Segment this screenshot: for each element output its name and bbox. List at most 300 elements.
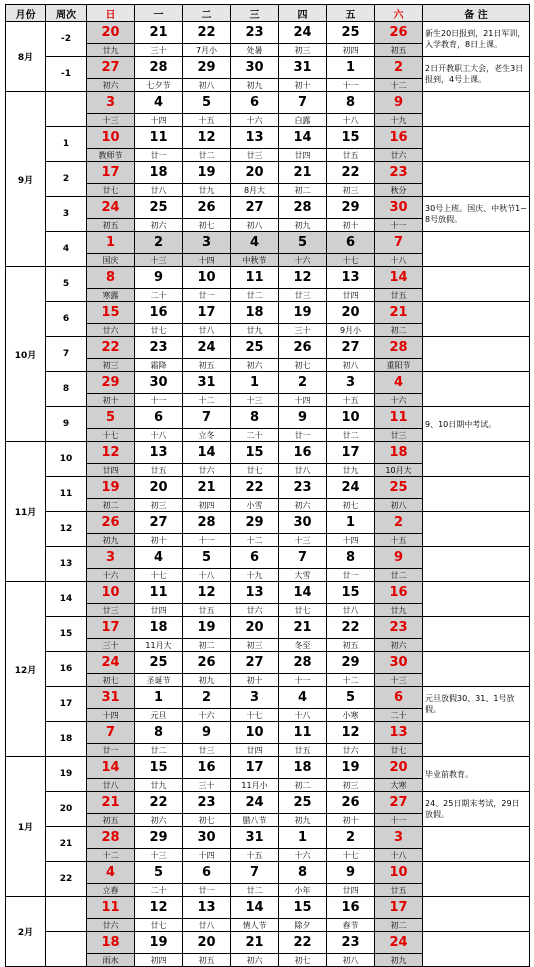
day-number: 11 — [87, 897, 135, 919]
lunar-date: 三十 — [87, 639, 135, 652]
lunar-date: 初八 — [375, 499, 423, 512]
week-row — [6, 407, 530, 429]
day-number: 29 — [327, 197, 375, 219]
week-number: 16 — [46, 652, 87, 687]
day-number: 23 — [231, 22, 279, 44]
day-number: 6 — [231, 547, 279, 569]
lunar-date: 廿八 — [279, 464, 327, 477]
week-number: 22 — [46, 862, 87, 897]
lunar-date: 十九 — [375, 114, 423, 127]
lunar-date: 初七 — [183, 814, 231, 827]
lunar-date: 廿五 — [135, 464, 183, 477]
lunar-date: 三十 — [279, 324, 327, 337]
day-number: 18 — [135, 617, 183, 639]
week-number: 3 — [46, 197, 87, 232]
week-row — [6, 792, 530, 814]
day-number: 29 — [231, 512, 279, 534]
day-number: 15 — [231, 442, 279, 464]
school-calendar — [5, 4, 529, 967]
lunar-date: 雨水 — [87, 954, 135, 967]
lunar-date: 廿三 — [279, 289, 327, 302]
lunar-date: 十一 — [375, 814, 423, 827]
header-notes: 备 注 — [423, 5, 530, 22]
week-row — [6, 932, 530, 954]
lunar-date: 廿八 — [183, 919, 231, 932]
day-number: 19 — [183, 162, 231, 184]
day-number: 19 — [327, 757, 375, 779]
day-number: 11 — [135, 582, 183, 604]
day-number: 14 — [87, 757, 135, 779]
day-number: 4 — [135, 547, 183, 569]
lunar-date: 初六 — [279, 499, 327, 512]
day-number: 13 — [135, 442, 183, 464]
lunar-date: 初六 — [375, 639, 423, 652]
day-number: 11 — [375, 407, 423, 429]
day-number: 8 — [135, 722, 183, 744]
day-number: 31 — [279, 57, 327, 79]
day-number: 6 — [135, 407, 183, 429]
lunar-date: 十四 — [183, 254, 231, 267]
day-number: 10 — [183, 267, 231, 289]
lunar-date: 廿二 — [231, 289, 279, 302]
day-number: 29 — [87, 372, 135, 394]
lunar-date: 7月小 — [183, 44, 231, 57]
note-cell — [423, 162, 530, 197]
day-number: 9 — [327, 862, 375, 884]
note-cell: 24、25日期末考试，29日放假。 — [423, 792, 530, 827]
lunar-date: 廿一 — [183, 289, 231, 302]
day-number: 15 — [279, 897, 327, 919]
day-number: 20 — [135, 477, 183, 499]
lunar-date: 情人节 — [231, 919, 279, 932]
day-number: 2 — [375, 57, 423, 79]
lunar-date: 十三 — [279, 534, 327, 547]
day-number: 8 — [87, 267, 135, 289]
lunar-date: 11月大 — [135, 639, 183, 652]
week-row — [6, 442, 530, 464]
day-number: 21 — [279, 617, 327, 639]
day-number: 20 — [375, 757, 423, 779]
lunar-date: 初九 — [279, 814, 327, 827]
day-number: 25 — [231, 337, 279, 359]
day-number: 25 — [279, 792, 327, 814]
lunar-date: 廿九 — [87, 44, 135, 57]
lunar-date: 大寒 — [375, 779, 423, 792]
lunar-date: 十五 — [327, 394, 375, 407]
note-cell: 毕业前教育。 — [423, 757, 530, 792]
lunar-date: 廿九 — [375, 604, 423, 617]
lunar-date: 初三 — [135, 499, 183, 512]
day-number: 6 — [183, 862, 231, 884]
day-number: 21 — [279, 162, 327, 184]
day-number: 1 — [135, 687, 183, 709]
lunar-date: 廿三 — [231, 149, 279, 162]
week-row — [6, 302, 530, 324]
lunar-date: 二十 — [375, 709, 423, 722]
lunar-date: 初八 — [183, 79, 231, 92]
week-row — [6, 477, 530, 499]
day-number: 31 — [87, 687, 135, 709]
lunar-date: 十六 — [375, 394, 423, 407]
lunar-date: 初五 — [87, 219, 135, 232]
day-number: 18 — [375, 442, 423, 464]
lunar-date: 初四 — [183, 499, 231, 512]
header-fri: 五 — [327, 5, 375, 22]
day-number: 3 — [231, 687, 279, 709]
lunar-date: 教师节 — [87, 149, 135, 162]
day-number: 4 — [231, 232, 279, 254]
lunar-date: 初十 — [135, 534, 183, 547]
day-number: 27 — [87, 57, 135, 79]
note-cell — [423, 232, 530, 267]
day-number: 27 — [135, 512, 183, 534]
week-number: 9 — [46, 407, 87, 442]
day-number: 30 — [375, 652, 423, 674]
week-number: 2 — [46, 162, 87, 197]
day-number: 23 — [327, 932, 375, 954]
day-number: 25 — [135, 652, 183, 674]
lunar-date: 初九 — [87, 534, 135, 547]
day-number: 12 — [135, 897, 183, 919]
lunar-date: 廿四 — [231, 744, 279, 757]
week-number: 6 — [46, 302, 87, 337]
day-number: 22 — [87, 337, 135, 359]
lunar-date: 廿六 — [327, 744, 375, 757]
day-number: 18 — [231, 302, 279, 324]
lunar-date: 初六 — [87, 79, 135, 92]
lunar-date: 初八 — [327, 954, 375, 967]
note-cell — [423, 267, 530, 302]
note-cell — [423, 582, 530, 617]
lunar-date: 初七 — [279, 359, 327, 372]
day-number: 1 — [327, 512, 375, 534]
day-number: 13 — [231, 127, 279, 149]
week-row — [6, 897, 530, 919]
day-number: 24 — [87, 652, 135, 674]
lunar-date: 十三 — [135, 849, 183, 862]
note-cell — [423, 932, 530, 967]
day-number: 22 — [279, 932, 327, 954]
day-number: 22 — [183, 22, 231, 44]
day-number: 10 — [327, 407, 375, 429]
lunar-date: 十七 — [87, 429, 135, 442]
day-number: 14 — [279, 127, 327, 149]
day-number: 21 — [231, 932, 279, 954]
day-number: 7 — [279, 92, 327, 114]
day-number: 3 — [327, 372, 375, 394]
day-number: 24 — [87, 197, 135, 219]
lunar-date: 廿七 — [375, 744, 423, 757]
day-number: 4 — [135, 92, 183, 114]
day-number: 19 — [87, 477, 135, 499]
day-number: 23 — [375, 617, 423, 639]
day-number: 11 — [135, 127, 183, 149]
lunar-date: 廿九 — [183, 184, 231, 197]
note-cell — [423, 92, 530, 127]
lunar-date: 初三 — [279, 44, 327, 57]
day-number: 17 — [87, 162, 135, 184]
header-mon: 一 — [135, 5, 183, 22]
lunar-date: 十八 — [375, 254, 423, 267]
lunar-date: 初十 — [327, 219, 375, 232]
lunar-date: 三十 — [135, 44, 183, 57]
day-number: 24 — [231, 792, 279, 814]
lunar-date: 腊八节 — [231, 814, 279, 827]
lunar-date: 廿六 — [87, 919, 135, 932]
lunar-date: 初十 — [279, 79, 327, 92]
lunar-date: 初九 — [375, 954, 423, 967]
month-label: 2月 — [6, 897, 46, 967]
week-row — [6, 162, 530, 184]
lunar-date: 十五 — [231, 849, 279, 862]
day-number: 9 — [135, 267, 183, 289]
note-cell — [423, 337, 530, 372]
day-number: 28 — [375, 337, 423, 359]
lunar-date: 十四 — [279, 394, 327, 407]
day-number: 21 — [135, 22, 183, 44]
lunar-date: 十二 — [183, 394, 231, 407]
lunar-date: 廿七 — [231, 464, 279, 477]
lunar-date: 十三 — [231, 394, 279, 407]
lunar-date: 十四 — [135, 114, 183, 127]
day-number: 30 — [231, 57, 279, 79]
header-week: 周次 — [46, 5, 87, 22]
lunar-date: 初十 — [327, 814, 375, 827]
week-number: 12 — [46, 512, 87, 547]
lunar-date: 圣诞节 — [135, 674, 183, 687]
day-number: 7 — [231, 862, 279, 884]
day-number: 5 — [135, 862, 183, 884]
lunar-date: 廿四 — [135, 604, 183, 617]
lunar-date: 初三 — [327, 184, 375, 197]
lunar-date: 廿一 — [135, 149, 183, 162]
day-number: 28 — [135, 57, 183, 79]
lunar-date: 除夕 — [279, 919, 327, 932]
day-number: 21 — [375, 302, 423, 324]
lunar-date: 三十 — [183, 779, 231, 792]
lunar-date: 初六 — [135, 219, 183, 232]
day-number: 19 — [183, 617, 231, 639]
day-number: 18 — [87, 932, 135, 954]
week-row — [6, 687, 530, 709]
lunar-date: 初五 — [375, 44, 423, 57]
day-number: 22 — [327, 162, 375, 184]
note-cell — [423, 302, 530, 337]
week-row — [6, 92, 530, 114]
week-row — [6, 757, 530, 779]
lunar-date: 十四 — [183, 849, 231, 862]
day-number: 24 — [327, 477, 375, 499]
week-number: -2 — [46, 22, 87, 57]
lunar-date: 廿四 — [279, 149, 327, 162]
week-number — [46, 932, 87, 967]
day-number: 21 — [87, 792, 135, 814]
note-cell: 新生20日报到，21日军训，入学教育，8日上课。 — [423, 22, 530, 57]
day-number: 27 — [231, 197, 279, 219]
lunar-date: 十六 — [183, 709, 231, 722]
note-cell — [423, 512, 530, 547]
lunar-date: 大雪 — [279, 569, 327, 582]
lunar-date: 十四 — [87, 709, 135, 722]
lunar-date: 初七 — [279, 954, 327, 967]
note-cell — [423, 442, 530, 477]
day-number: 10 — [87, 582, 135, 604]
day-number: 16 — [135, 302, 183, 324]
day-number: 24 — [279, 22, 327, 44]
day-number: 9 — [183, 722, 231, 744]
lunar-date: 二十 — [135, 289, 183, 302]
day-number: 16 — [279, 442, 327, 464]
day-number: 3 — [183, 232, 231, 254]
day-number: 20 — [231, 617, 279, 639]
day-number: 12 — [87, 442, 135, 464]
day-number: 13 — [183, 897, 231, 919]
lunar-date: 初六 — [135, 814, 183, 827]
day-number: 17 — [87, 617, 135, 639]
day-number: 8 — [327, 92, 375, 114]
lunar-date: 廿八 — [135, 184, 183, 197]
day-number: 9 — [375, 547, 423, 569]
lunar-date: 小寒 — [327, 709, 375, 722]
lunar-date: 初九 — [183, 674, 231, 687]
day-number: 4 — [375, 372, 423, 394]
day-number: 16 — [183, 757, 231, 779]
day-number: 13 — [375, 722, 423, 744]
day-number: 26 — [327, 792, 375, 814]
day-number: 15 — [135, 757, 183, 779]
lunar-date: 白露 — [279, 114, 327, 127]
week-row — [6, 512, 530, 534]
day-number: 27 — [327, 337, 375, 359]
lunar-date: 处暑 — [231, 44, 279, 57]
lunar-date: 11月小 — [231, 779, 279, 792]
lunar-date: 廿七 — [279, 604, 327, 617]
day-number: 7 — [279, 547, 327, 569]
note-cell — [423, 127, 530, 162]
week-number: 8 — [46, 372, 87, 407]
header-thu: 四 — [279, 5, 327, 22]
lunar-date: 十六 — [279, 254, 327, 267]
lunar-date: 十一 — [327, 79, 375, 92]
lunar-date: 初五 — [183, 954, 231, 967]
month-label: 11月 — [6, 442, 46, 582]
lunar-date: 廿三 — [87, 604, 135, 617]
day-number: 2 — [327, 827, 375, 849]
lunar-date: 廿七 — [135, 324, 183, 337]
day-number: 2 — [279, 372, 327, 394]
day-number: 4 — [87, 862, 135, 884]
lunar-date: 廿二 — [231, 884, 279, 897]
lunar-date: 元旦 — [135, 709, 183, 722]
week-row — [6, 267, 530, 289]
note-cell — [423, 897, 530, 932]
day-number: 16 — [375, 582, 423, 604]
lunar-date: 初五 — [87, 814, 135, 827]
lunar-date: 十三 — [135, 254, 183, 267]
day-number: 14 — [183, 442, 231, 464]
lunar-date: 初三 — [231, 639, 279, 652]
day-number: 19 — [279, 302, 327, 324]
lunar-date: 初九 — [231, 79, 279, 92]
lunar-date: 初三 — [87, 359, 135, 372]
lunar-date: 初十 — [87, 394, 135, 407]
day-number: 8 — [231, 407, 279, 429]
note-cell: 30号上班。国庆、中秋节1~8号放假。 — [423, 197, 530, 232]
lunar-date: 初二 — [183, 639, 231, 652]
lunar-date: 十八 — [375, 849, 423, 862]
lunar-date: 廿五 — [375, 884, 423, 897]
week-number: 10 — [46, 442, 87, 477]
day-number: 10 — [375, 862, 423, 884]
header-month: 月份 — [6, 5, 46, 22]
header-sat: 六 — [375, 5, 423, 22]
week-row — [6, 862, 530, 884]
lunar-date: 初七 — [183, 219, 231, 232]
lunar-date: 廿二 — [375, 569, 423, 582]
lunar-date: 廿八 — [87, 779, 135, 792]
day-number: 22 — [231, 477, 279, 499]
week-row — [6, 232, 530, 254]
lunar-date: 十五 — [183, 114, 231, 127]
day-number: 28 — [279, 652, 327, 674]
lunar-date: 初六 — [231, 954, 279, 967]
day-number: 24 — [183, 337, 231, 359]
lunar-date: 十五 — [375, 534, 423, 547]
week-row — [6, 127, 530, 149]
note-cell: 2日开教职工大会，老生3日报到，4号上课。 — [423, 57, 530, 92]
lunar-date: 十二 — [87, 849, 135, 862]
month-label: 8月 — [6, 22, 46, 92]
day-number: 28 — [279, 197, 327, 219]
lunar-date: 10月大 — [375, 464, 423, 477]
lunar-date: 十八 — [279, 709, 327, 722]
lunar-date: 廿四 — [87, 464, 135, 477]
lunar-date: 廿二 — [135, 744, 183, 757]
lunar-date: 十三 — [87, 114, 135, 127]
day-number: 28 — [183, 512, 231, 534]
lunar-date: 初五 — [327, 639, 375, 652]
lunar-date: 冬至 — [279, 639, 327, 652]
week-number: 15 — [46, 617, 87, 652]
day-number: 16 — [375, 127, 423, 149]
note-cell — [423, 722, 530, 757]
day-number: 1 — [231, 372, 279, 394]
lunar-date: 十八 — [135, 429, 183, 442]
day-number: 1 — [87, 232, 135, 254]
lunar-date: 立春 — [87, 884, 135, 897]
week-number: 7 — [46, 337, 87, 372]
lunar-date: 廿九 — [231, 324, 279, 337]
day-number: 12 — [327, 722, 375, 744]
lunar-date: 9月小 — [327, 324, 375, 337]
day-number: 18 — [135, 162, 183, 184]
week-row — [6, 197, 530, 219]
day-number: 15 — [87, 302, 135, 324]
lunar-date: 廿五 — [327, 149, 375, 162]
header-tue: 二 — [183, 5, 231, 22]
note-cell: 元旦放假30、31、1号放假。 — [423, 687, 530, 722]
note-cell — [423, 372, 530, 407]
day-number: 5 — [279, 232, 327, 254]
day-number: 24 — [375, 932, 423, 954]
day-number: 5 — [183, 92, 231, 114]
lunar-date: 七夕节 — [135, 79, 183, 92]
lunar-date: 十一 — [375, 219, 423, 232]
lunar-date: 二十 — [231, 429, 279, 442]
day-number: 6 — [375, 687, 423, 709]
lunar-date: 十二 — [375, 79, 423, 92]
day-number: 15 — [327, 127, 375, 149]
